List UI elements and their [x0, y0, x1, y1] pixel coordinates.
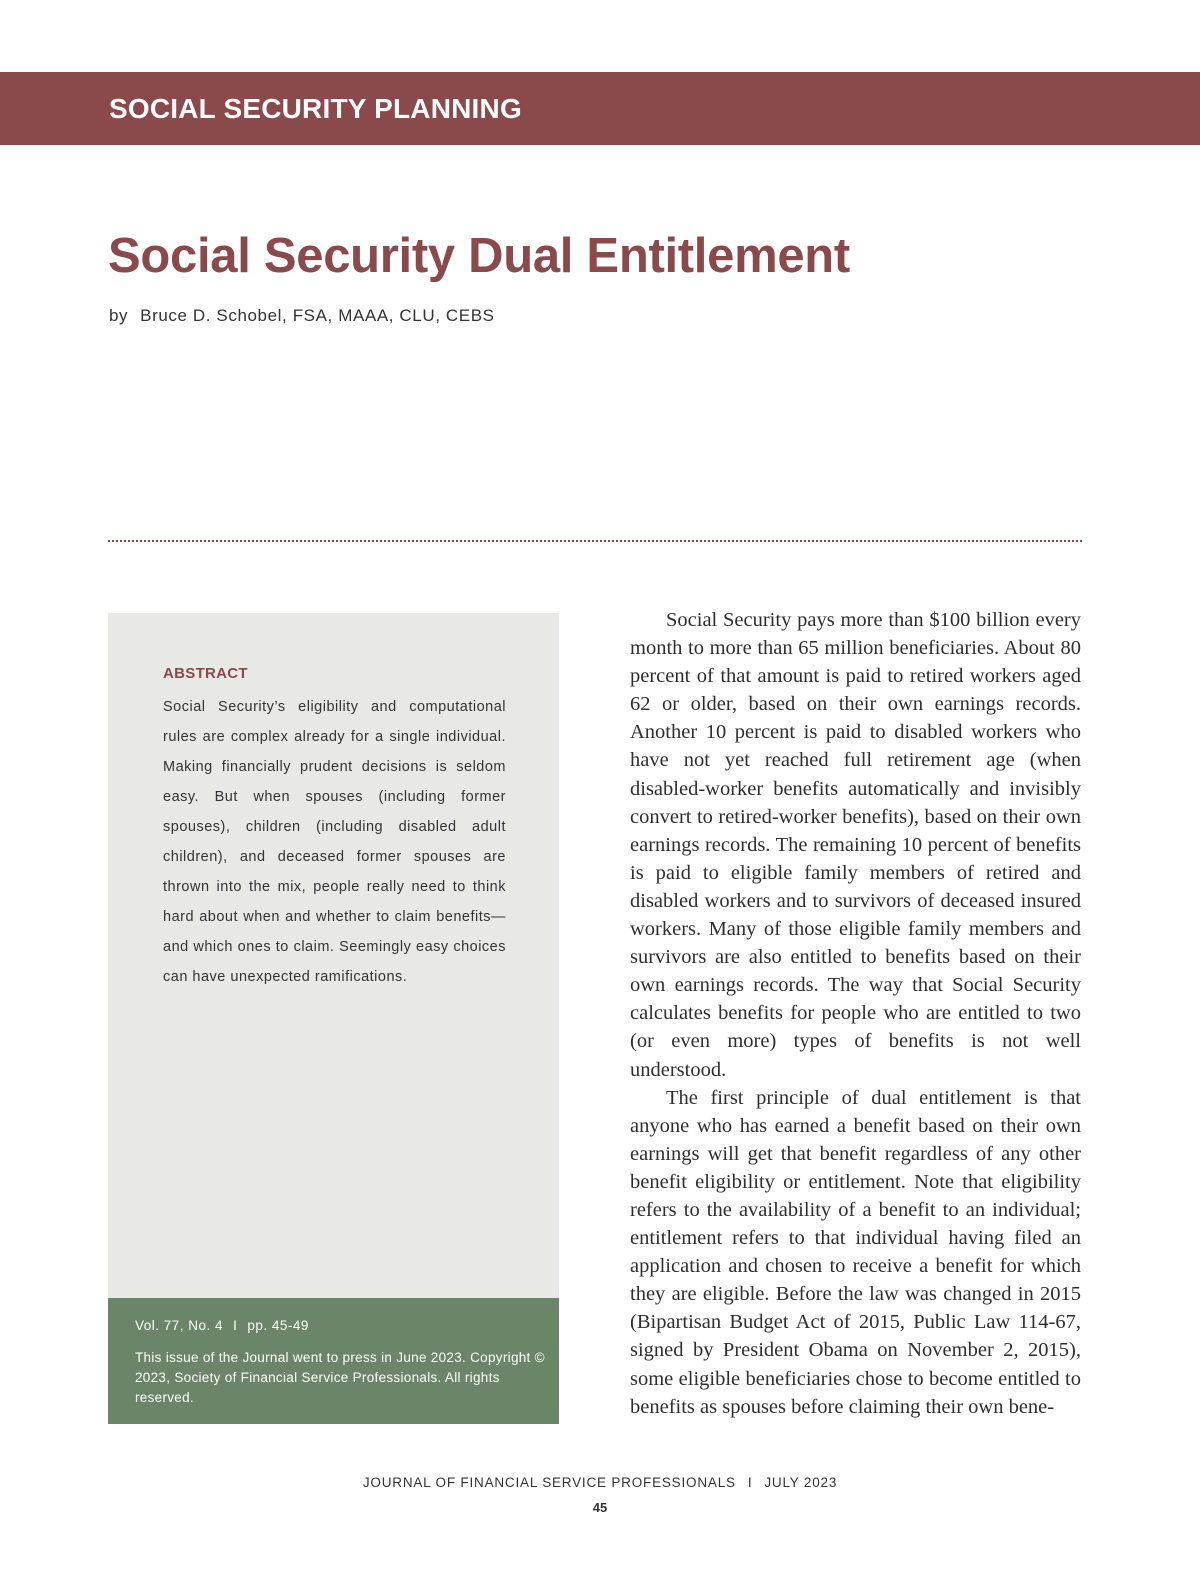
copyright-notice: This issue of the Journal went to press in June 2023. Copyright © 2023, Society of Financial Service Professionals. All rights reserved. — [135, 1350, 545, 1405]
issue-date: JULY 2023 — [764, 1475, 838, 1490]
abstract-heading: ABSTRACT — [163, 665, 248, 682]
body-paragraph-1: Social Security pays more than $100 billion every month to more than 65 million beneficiaries. About 80 percent of that amount is paid to retired workers aged 62 or older, based on their own earnings records. Another 10 percent is paid to disabled workers who have not yet reached full retirement age (when disabled-worker benefits automatically and invisibly convert to retired-worker benefits), based on their own earnings records. The remaining 10 percent of benefits is paid to eligible family members of retired and disabled workers and to survivors of deceased insured workers. Many of those eligible family members and survivors are also entitled to benefits based on their own earnings records. The way that Social Security calculates benefits for people who are entitled to two (or even more) types of benefits is not well understood. — [630, 609, 1081, 1081]
section-banner — [0, 72, 1200, 145]
volume-line — [135, 1318, 309, 1333]
issue-info-panel — [108, 1298, 559, 1424]
section-title: SOCIAL SECURITY PLANNING — [109, 93, 522, 124]
journal-name: JOURNAL OF FINANCIAL SERVICE PROFESSIONALS — [362, 1475, 736, 1490]
article-title: Social Security Dual Entitlement — [108, 229, 850, 283]
volume-number: Vol. 77, No. 4 — [135, 1318, 224, 1333]
byline — [109, 306, 495, 326]
footer-separator: I — [747, 1475, 753, 1490]
page-number: 45 — [592, 1500, 608, 1515]
abstract-panel — [108, 613, 559, 1298]
article-body — [630, 606, 1081, 1421]
page-range: pp. 45-49 — [247, 1318, 309, 1333]
dotted-divider — [108, 540, 1082, 542]
volume-separator: I — [233, 1318, 238, 1333]
author-name: Bruce D. Schobel, FSA, MAAA, CLU, CEBS — [140, 306, 495, 325]
body-paragraph-2: The first principle of dual entitlement is that anyone who has earned a benefit based on their own earnings will get that benefit regardless of any other benefit eligibility or entitlement. Note that eligibility refers to the availability of a benefit to an individual; entitlement refers to that individual having filed an application and chosen to receive a benefit for which they are eligible. Before the law was changed in 2015 (Bipartisan Budget Act of 2015, Public Law 114-67, signed by President Obama on November 2, 2015), some eligible beneficiaries chose to become entitled to benefits as spouses before claiming their own bene- — [630, 1086, 1081, 1418]
byline-prefix: by — [109, 306, 129, 325]
abstract-text: Social Security’s eligibility and computational rules are complex already for a single individual. Making financially prudent decisions is seldom easy. But when spouses (including former spouses), children (including disabled adult children), and deceased former spouses are thrown into the mix, people really need to think hard about when and whether to claim benefits—and which ones to claim. Seemingly easy choices can have unexpected ramifications. — [163, 699, 506, 985]
page-footer — [0, 1475, 1200, 1490]
